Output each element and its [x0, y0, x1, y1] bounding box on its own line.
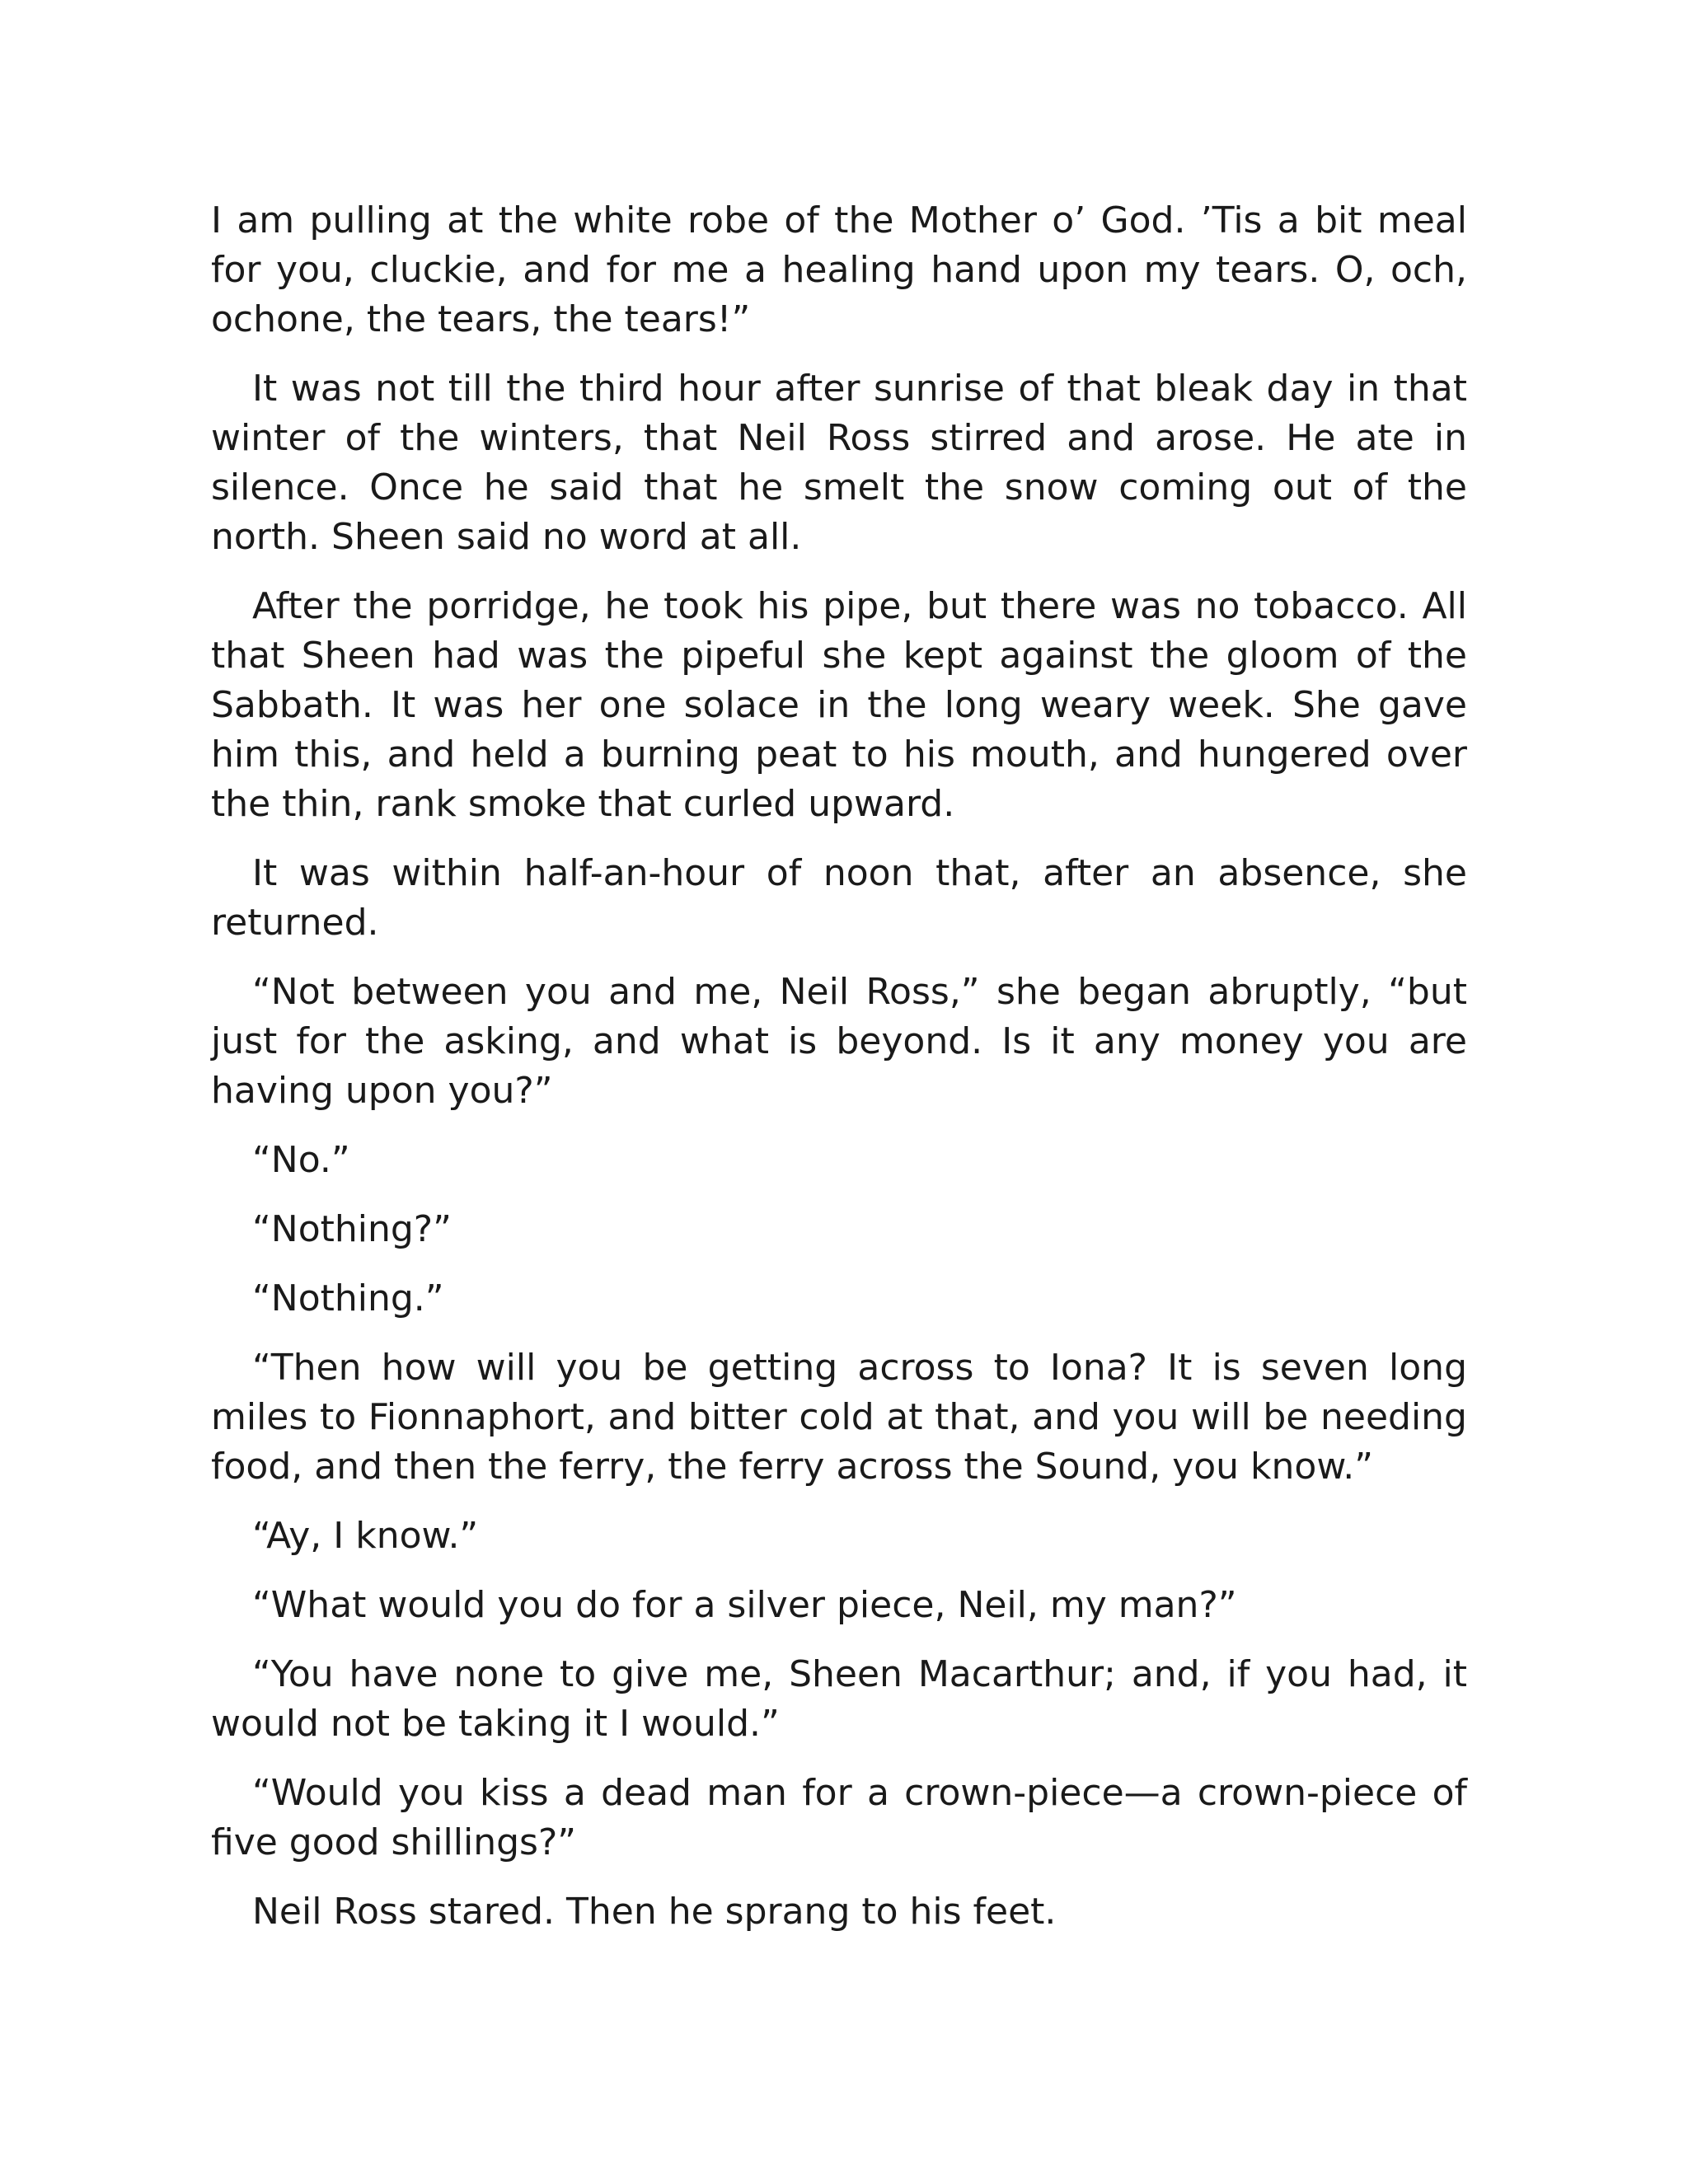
paragraph: Neil Ross stared. Then he sprang to his feet. — [252, 1891, 1057, 1933]
page-text — [211, 196, 1467, 1957]
paragraph: “Nothing?” — [252, 1208, 452, 1250]
paragraph: After the porridge, he took his pipe, but there was no tobacco. All that Sheen had was the pipeful she kept against the gloom of the Sabbath. It was her one solace in the long weary week. She gave him this, and held a burning peat to his mouth, and hungered over the thin, rank smoke that curled upward. — [211, 585, 1467, 825]
paragraph-continuation: I am pulling at the white robe of the Mother o’ God. ’Tis a bit meal for you, cluckie, and for me a healing hand upon my tears. O, och, ochone, the tears, the tears!” — [211, 199, 1467, 340]
paragraph: “What would you do for a silver piece, Neil, my man?” — [252, 1584, 1237, 1626]
paragraph: “Ay, I know.” — [252, 1515, 479, 1557]
paragraph: “No.” — [252, 1139, 350, 1181]
paragraph: It was within half-an-hour of noon that, after an absence, she returned. — [211, 852, 1467, 944]
paragraph: “Then how will you be getting across to Iona? It is seven long miles to Fionnaphort, and bitter cold at that, and you will be needing food, and then the ferry, the ferry across the Sound, you know.” — [211, 1347, 1467, 1488]
paragraph: “Not between you and me, Neil Ross,” she began abruptly, “but just for the asking, and what is beyond. Is it any money you are having upon you?” — [211, 971, 1467, 1112]
paragraph: “Would you kiss a dead man for a crown-piece—a crown-piece of five good shillings?” — [211, 1772, 1467, 1863]
paragraph: It was not till the third hour after sunrise of that bleak day in that winter of the winters, that Neil Ross stirred and arose. He ate in silence. Once he said that he smelt the snow coming out of the north. Sheen said no word at all. — [211, 368, 1467, 558]
paragraph: “Nothing.” — [252, 1277, 444, 1319]
paragraph: “You have none to give me, Sheen Macarthur; and, if you had, it would not be taking it I would.” — [211, 1653, 1467, 1745]
